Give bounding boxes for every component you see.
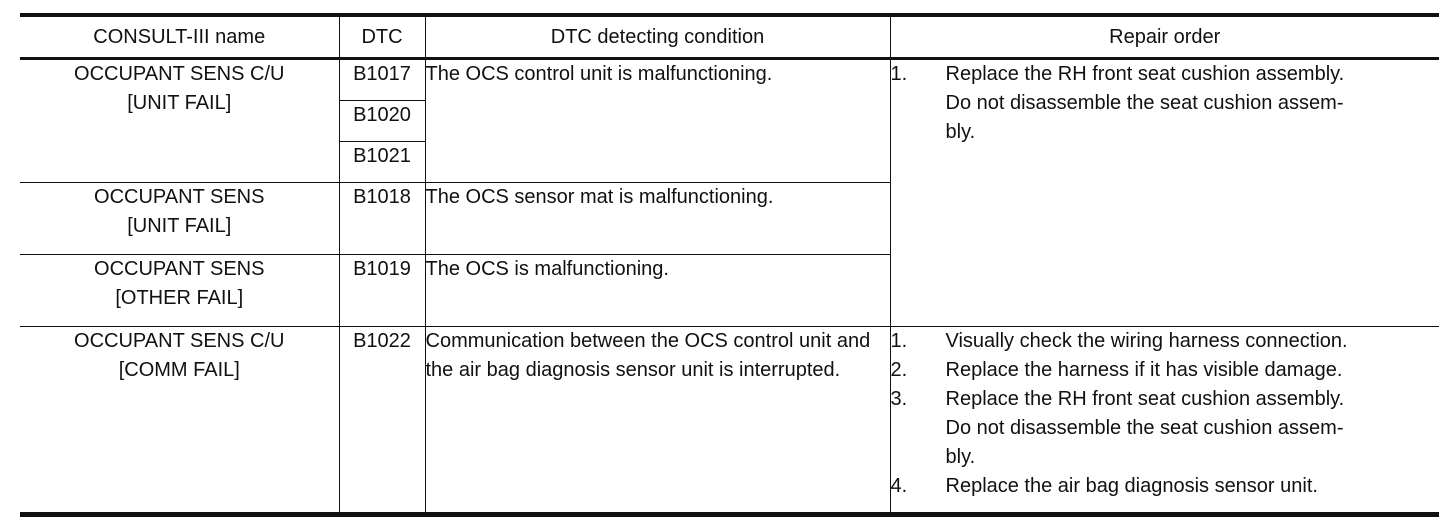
condition-cell: Communication between the OCS control unit and the air bag diagnosis sensor unit is interrupted. bbox=[425, 327, 890, 515]
repair-step-line: Replace the RH front seat cushion assembly. bbox=[945, 63, 1345, 85]
dtc-code-cell: B1022 bbox=[339, 327, 425, 515]
consult-name-line: OCCUPANT SENS bbox=[94, 186, 265, 208]
condition-cell: The OCS is malfunctioning. bbox=[425, 255, 890, 327]
repair-step bbox=[891, 356, 1440, 385]
dtc-code-cell: B1017 bbox=[339, 59, 425, 101]
column-header-consult-name: CONSULT-III name bbox=[20, 15, 339, 59]
repair-step-number: 1. bbox=[890, 330, 908, 352]
column-header-dtc: DTC bbox=[339, 15, 425, 59]
repair-step-text bbox=[946, 327, 1440, 356]
consult-name-line: OCCUPANT SENS C/U bbox=[74, 63, 285, 85]
condition-cell: The OCS control unit is malfunctioning. bbox=[425, 59, 890, 183]
consult-name-cell bbox=[20, 183, 339, 255]
consult-name-line: [UNIT FAIL] bbox=[127, 215, 232, 237]
repair-step-line: Do not disassemble the seat cushion assem- bbox=[945, 92, 1344, 114]
repair-step-number: 1. bbox=[890, 63, 908, 85]
repair-step-number: 2. bbox=[890, 359, 908, 381]
dtc-code-cell: B1018 bbox=[339, 183, 425, 255]
repair-order-cell bbox=[890, 327, 1439, 515]
repair-step bbox=[891, 60, 1440, 147]
repair-step-line: Replace the air bag diagnosis sensor unit. bbox=[945, 475, 1318, 497]
repair-step-number: 4. bbox=[890, 475, 908, 497]
dtc-table bbox=[20, 13, 1439, 517]
consult-name-cell bbox=[20, 327, 339, 515]
dtc-code-cell: B1021 bbox=[339, 142, 425, 183]
repair-step-line: bly. bbox=[945, 446, 976, 468]
repair-step bbox=[891, 385, 1440, 472]
table-header-row bbox=[20, 15, 1439, 59]
repair-step-text bbox=[946, 356, 1440, 385]
table-row bbox=[20, 327, 1439, 515]
repair-step-number: 3. bbox=[890, 388, 908, 410]
repair-step bbox=[891, 327, 1440, 356]
repair-order-cell bbox=[890, 59, 1439, 327]
dtc-code-cell: B1020 bbox=[339, 101, 425, 142]
repair-step-line: Replace the harness if it has visible damage. bbox=[945, 359, 1343, 381]
consult-name-cell bbox=[20, 255, 339, 327]
consult-name-line: [UNIT FAIL] bbox=[127, 92, 232, 114]
repair-step-text bbox=[946, 60, 1440, 147]
repair-step-line: Visually check the wiring harness connection. bbox=[945, 330, 1348, 352]
repair-step-line: Replace the RH front seat cushion assembly. bbox=[945, 388, 1345, 410]
column-header-condition: DTC detecting condition bbox=[425, 15, 890, 59]
consult-name-cell bbox=[20, 59, 339, 183]
consult-name-line: OCCUPANT SENS C/U bbox=[74, 330, 285, 352]
table-row bbox=[20, 59, 1439, 101]
consult-name-line: [OTHER FAIL] bbox=[115, 287, 244, 309]
consult-name-line: OCCUPANT SENS bbox=[94, 258, 265, 280]
consult-name-line: [COMM FAIL] bbox=[118, 359, 240, 381]
repair-step-text bbox=[946, 385, 1440, 472]
repair-step-text bbox=[946, 472, 1440, 501]
column-header-repair-order: Repair order bbox=[890, 15, 1439, 59]
condition-cell: The OCS sensor mat is malfunctioning. bbox=[425, 183, 890, 255]
repair-step bbox=[891, 472, 1440, 501]
repair-step-line: Do not disassemble the seat cushion assem- bbox=[945, 417, 1344, 439]
dtc-code-cell: B1019 bbox=[339, 255, 425, 327]
repair-step-line: bly. bbox=[945, 121, 976, 143]
